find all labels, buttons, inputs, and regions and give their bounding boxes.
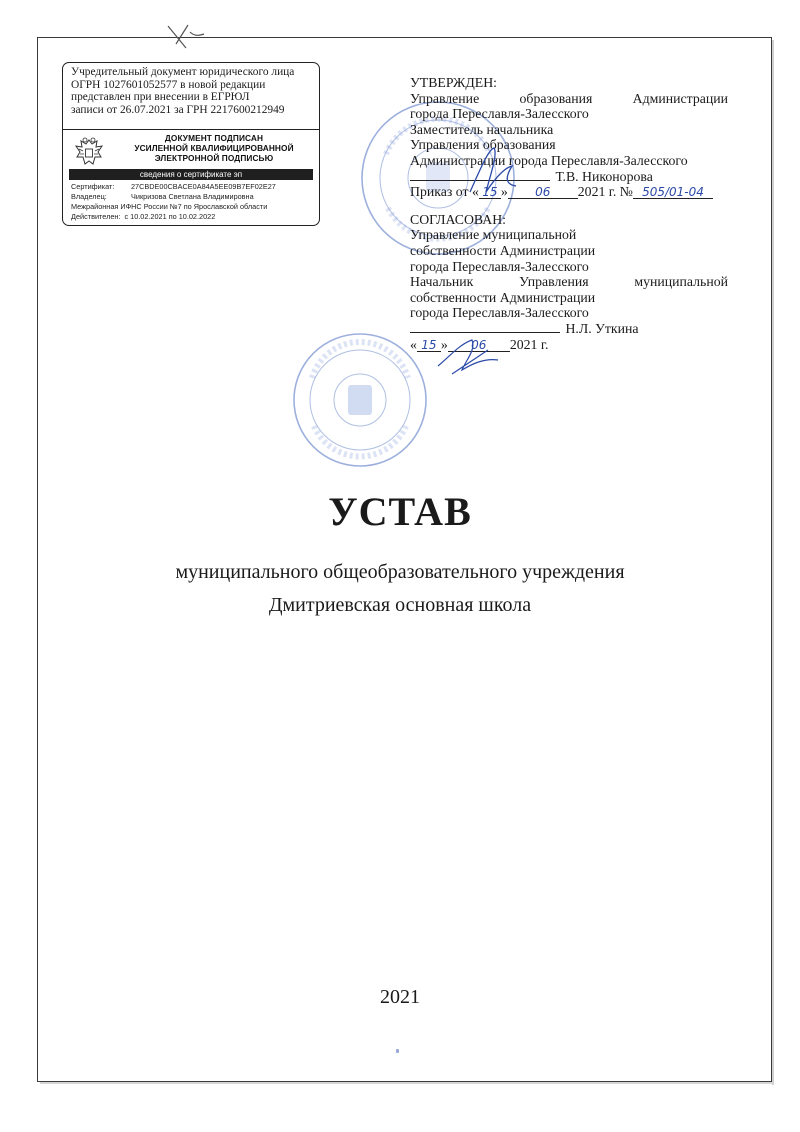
registration-note — [63, 63, 319, 116]
owner-label: Владелец: — [71, 192, 107, 201]
official-stamp-property — [290, 330, 430, 470]
handwritten-signature — [460, 140, 530, 210]
handwritten-signature — [432, 330, 512, 380]
order-month: 06 — [508, 186, 578, 199]
agreed-signer: Н.Л. Уткина — [565, 320, 639, 336]
registration-line: записи от 26.07.2021 за ГРН 2217600212949 — [71, 103, 285, 116]
approved-signer: Т.В. Никонорова — [555, 168, 653, 184]
date-mid: » — [440, 336, 448, 352]
valid-row — [71, 212, 315, 222]
signature-title — [113, 133, 315, 164]
issuer-value: Межрайонная ИФНС России №7 по Ярославской области — [71, 202, 268, 211]
signature-title-line: ЭЛЕКТРОННОЙ ПОДПИСЬЮ — [154, 153, 274, 164]
page-edge-shadow-bottom — [40, 1082, 774, 1084]
valid-value: с 10.02.2021 по 10.02.2022 — [124, 212, 216, 221]
certificate-row — [71, 182, 315, 192]
signature-divider — [63, 129, 319, 130]
certificate-value: 27CBDE00CBACE0A84A5EE09B7EF02E27 — [131, 182, 276, 191]
registration-line: ОГРН 1027601052577 в новой редакции — [71, 78, 266, 91]
order-prefix: Приказ от « — [410, 184, 479, 200]
date-prefix: « — [410, 336, 417, 352]
document-title: УСТАВ — [328, 489, 472, 534]
order-day: 15 — [479, 186, 501, 199]
issuer-row — [71, 202, 315, 212]
owner-value: Чикризова Светлана Владимировна — [131, 192, 254, 201]
ink-speck — [396, 1049, 399, 1053]
agreed-line: Начальник Управления муниципальной — [410, 274, 728, 290]
date-month: 06 — [448, 339, 510, 352]
electronic-signature-box — [62, 62, 320, 226]
russian-coat-of-arms-icon — [71, 135, 107, 171]
registration-line: Учредительный документ юридического лица — [71, 66, 295, 78]
agreed-line: собственности Администрации — [410, 242, 596, 258]
subtitle-line: Дмитриевская основная школа — [268, 594, 532, 616]
valid-label: Действителен: — [71, 212, 121, 221]
certificate-info-bar: сведения о сертификате эп — [69, 169, 313, 180]
approved-line: Управление образования Администрации — [410, 90, 728, 106]
order-line — [410, 184, 728, 200]
approved-line: Администрации города Переславля-Залесского — [410, 152, 688, 168]
registration-line: представлен при внесении в ЕГРЮЛ — [71, 91, 250, 104]
agreed-line: города Переславля-Залесского — [410, 305, 589, 321]
approved-line: Заместитель начальника — [410, 121, 554, 137]
handwritten-mark — [160, 22, 210, 52]
approved-line: Управления образования — [410, 137, 556, 153]
approved-heading: УТВЕРЖДЕН: — [410, 75, 498, 90]
order-year: 2021 г. № — [577, 184, 633, 200]
approved-line: города Переславля-Залесского — [410, 106, 589, 122]
owner-row — [71, 192, 315, 202]
signature-title-line: УСИЛЕННОЙ КВАЛИФИЦИРОВАННОЙ — [134, 143, 294, 154]
signature-title-line: ДОКУМЕНТ ПОДПИСАН — [164, 133, 264, 143]
agreed-heading: СОГЛАСОВАН: — [410, 211, 506, 227]
date-day: 15 — [417, 339, 441, 352]
document-subtitle — [0, 556, 800, 622]
agreed-line: города Переславля-Залесского — [410, 258, 589, 274]
order-mid: » — [500, 184, 508, 200]
document-year: 2021 — [380, 986, 420, 1008]
certificate-label: Сертификат: — [71, 182, 115, 191]
approval-block — [410, 75, 728, 352]
subtitle-line: муниципального общеобразовательного учреждения — [175, 561, 625, 583]
approved-signature-line — [410, 169, 728, 185]
certificate-details — [71, 182, 315, 222]
agreed-line: собственности Администрации — [410, 289, 596, 305]
order-number: 505/01-04 — [633, 186, 713, 199]
agreed-line: Управление муниципальной — [410, 227, 577, 243]
date-year: 2021 г. — [509, 336, 549, 352]
